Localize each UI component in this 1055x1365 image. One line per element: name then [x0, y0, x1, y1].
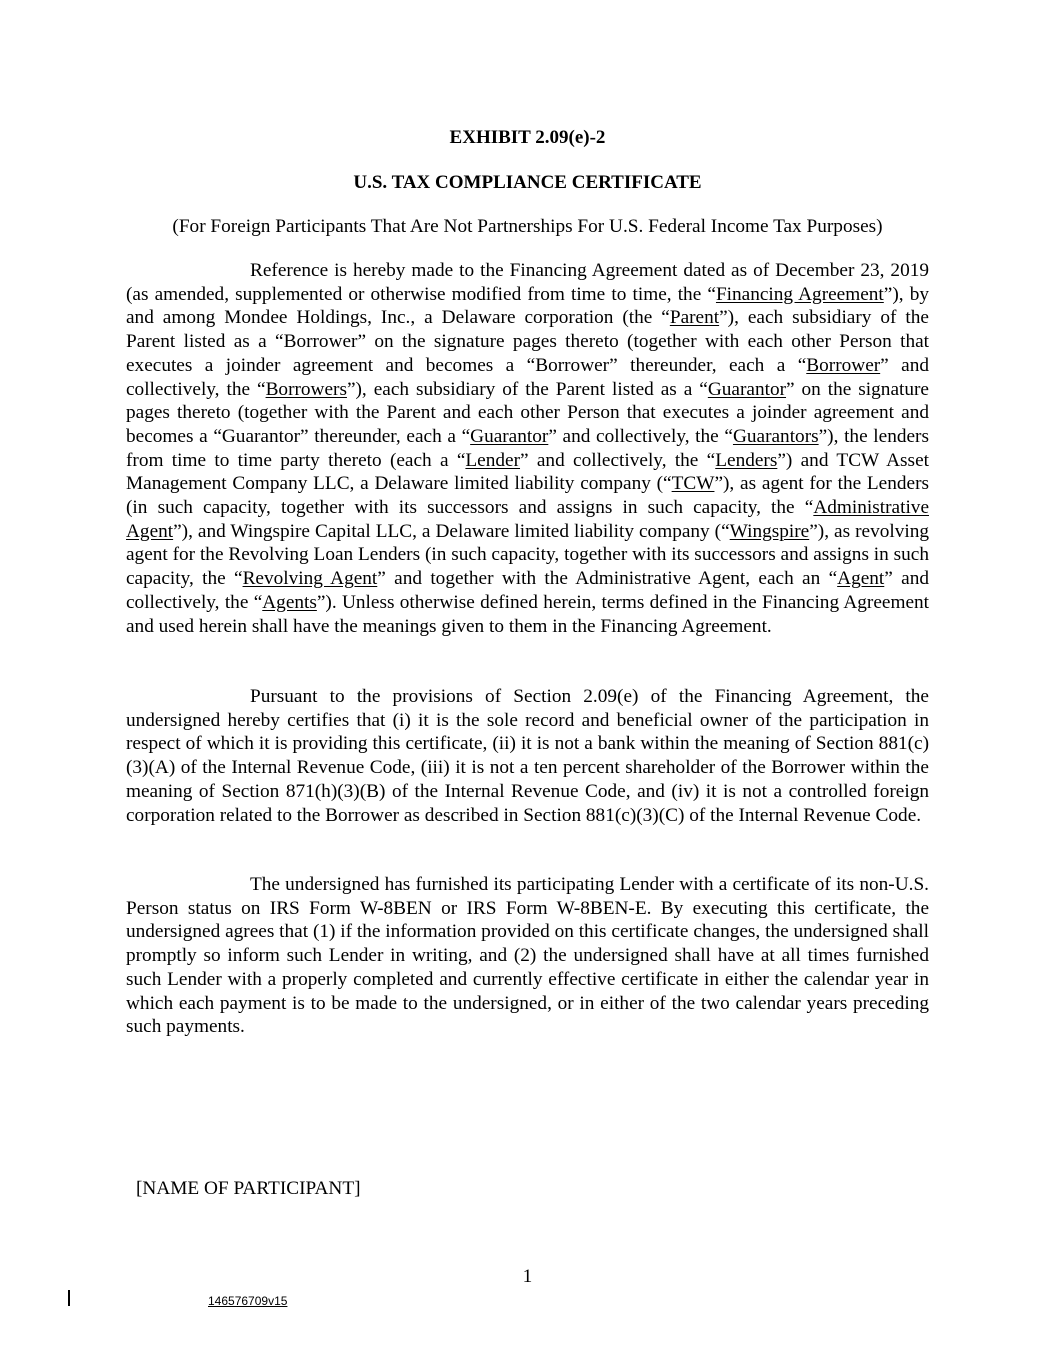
certificate-subtitle: (For Foreign Participants That Are Not Partnerships For U.S. Federal Income Tax Purposes): [172, 216, 883, 237]
defined-term-agents: Agents: [262, 591, 317, 613]
paragraph-reference: Reference is hereby made to the Financing Agreement dated as of December 23, 2019 (as amended, supplemented or otherwise modified from time to time, the “Financing Agreement”), by and among Mondee Holdings, Inc., a Delaware corporation (the “Parent”), each subsidiary of the Parent listed as a “Borrower” on the signature pages thereto (together with each other Person that executes a joinder agreement and becomes a “Borrower” thereunder, each a “Borrower” and collectively, the “Borrowers”), each subsidiary of the Parent listed as a “Guarantor” on the signature pages thereto (together with the Parent and each other Person that executes a joinder agreement and becomes a “Guarantor” thereunder, each a “Guarantor” and collectively, the “Guarantors”), the lenders from time to time party thereto (each a “Lender” and collectively, the “Lenders”) and TCW Asset Management Company LLC, a Delaware limited liability company (“TCW”), as agent for the Lenders (in such capacity, together with its successors and assigns in such capacity, the “Administrative Agent”), and Wingspire Capital LLC, a Delaware limited liability company (“Wingspire”), as revolving agent for the Revolving Loan Lenders (in such capacity, together with its successors and assigns in such capacity, the “Revolving Agent” and together with the Administrative Agent, each an “Agent” and collectively, the “Agents”). Unless otherwise defined herein, terms defined in the Financing Agreement and used herein shall have the meanings given to them in the Financing Agreement.: [126, 260, 930, 637]
defined-term-borrowers: Borrowers: [265, 378, 347, 400]
defined-term-borrower: Borrower: [806, 354, 881, 376]
paragraph-certification: Pursuant to the provisions of Section 2.09(e) of the Financing Agreement, the undersigned hereby certifies that (i) it is the sole record and beneficial owner of the participation in respect of which it is providing this certificate, (ii) it is not a bank within the meaning of Section 881(c)(3)(A) of the Internal Revenue Code, (iii) it is not a ten percent shareholder of the Borrower within the meaning of Section 871(h)(3)(B) of the Internal Revenue Code, and (iv) it is not a controlled foreign corporation related to the Borrower as described in Section 881(c)(3)(C) of the Internal Revenue Code.: [126, 686, 929, 826]
defined-term-tcw: TCW: [671, 473, 715, 495]
defined-term-wingspire: Wingspire: [729, 520, 810, 542]
paragraph-w8ben-furnished: The undersigned has furnished its participating Lender with a certificate of its non-U.S. Person status on IRS Form W-8BEN or IRS Form W-8BEN-E. By executing this certificate, the undersigned agrees that (1) if the information provided on this certificate changes, the undersigned shall promptly so inform such Lender in writing, and (2) the undersigned shall have at all times furnished such Lender with a properly completed and currently effective certificate in either the calendar year in which each payment is to be made to the undersigned, or in either of the two calendar years preceding such payments.: [126, 874, 929, 1038]
defined-term-guarantor: Guarantor: [707, 378, 787, 400]
defined-term-lender: Lender: [465, 449, 521, 471]
defined-term-guarantor: Guarantor: [470, 425, 549, 447]
defined-term-parent: Parent: [669, 307, 720, 329]
defined-term-lenders: Lenders: [715, 449, 778, 471]
participant-name-placeholder: [NAME OF PARTICIPANT]: [136, 1178, 361, 1199]
defined-term-agent: Agent: [837, 568, 885, 590]
page-number: 1: [522, 1266, 533, 1287]
document-id: 146576709v15: [208, 1294, 288, 1308]
defined-term-revolving-agent: Revolving Agent: [242, 568, 378, 590]
defined-term-administrative-agent: Administrative Agent: [126, 497, 929, 542]
revision-bar: [68, 1290, 70, 1306]
defined-term-financing-agreement: Financing Agreement: [715, 283, 884, 305]
certificate-title: U.S. TAX COMPLIANCE CERTIFICATE: [353, 172, 702, 193]
defined-term-guarantors: Guarantors: [732, 425, 819, 447]
exhibit-heading: EXHIBIT 2.09(e)-2: [449, 127, 606, 148]
